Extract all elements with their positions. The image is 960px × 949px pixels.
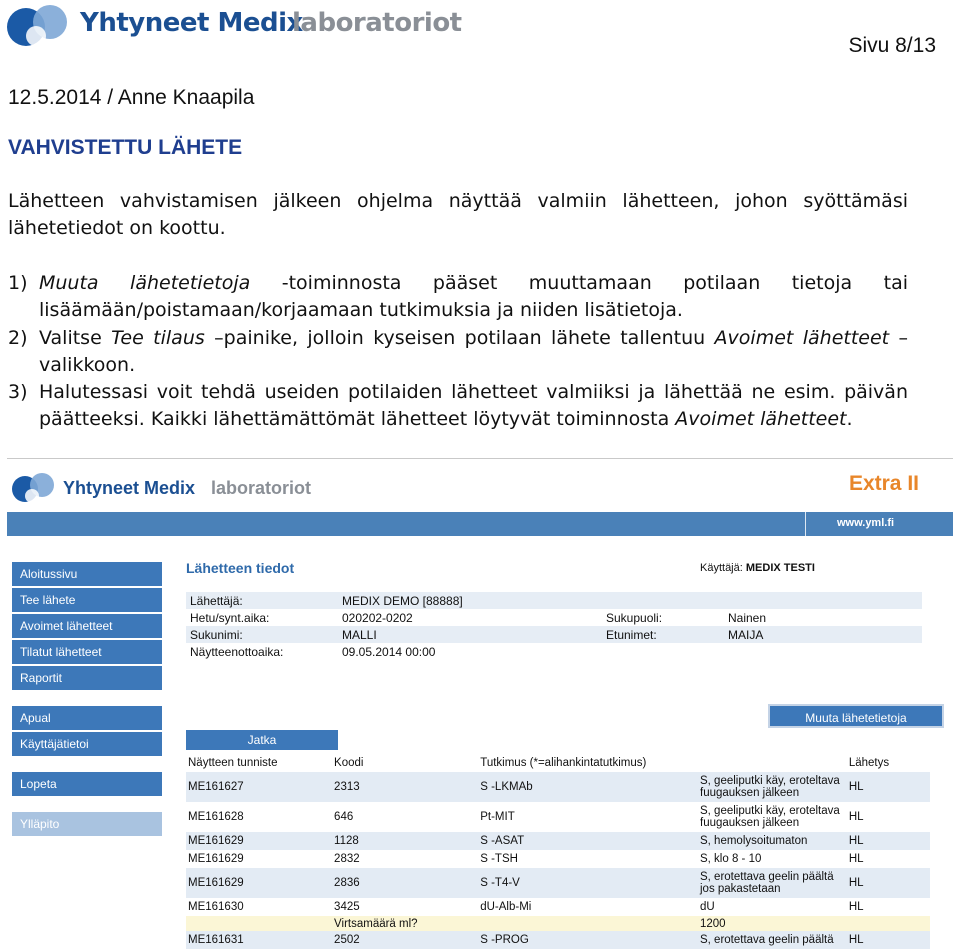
cell: 3425	[334, 901, 360, 913]
menu-item-yllapito[interactable]: Ylläpito	[12, 812, 162, 836]
page-number: Sivu 8/13	[848, 34, 936, 57]
surname-label: Sukunimi:	[186, 626, 338, 643]
cell: S, erotettava geelin päältä jos pakastetaan	[698, 868, 847, 898]
cell: S, geeliputki käy, eroteltava fuugauksen jälkeen	[698, 772, 847, 802]
step-text: .	[846, 408, 853, 430]
cell: 2832	[334, 853, 360, 865]
cell: HL	[847, 772, 930, 802]
app-logo	[11, 468, 311, 514]
list-number: 2)	[8, 327, 28, 349]
user-info	[700, 562, 815, 574]
list-number: 1)	[8, 272, 28, 294]
menu-item-aloitussivu[interactable]: Aloitussivu	[12, 562, 162, 586]
cell: 1200	[698, 916, 847, 931]
cell: S, erotettava geelin päältä	[698, 931, 847, 949]
column-header: Koodi	[332, 754, 478, 772]
patient-info-table	[186, 592, 922, 660]
menu-item-avoimet-lahetteet[interactable]: Avoimet lähetteet	[12, 614, 162, 638]
list-number: 3)	[8, 381, 28, 403]
firstname-value: MAIJA	[724, 626, 922, 643]
cell: ME161629	[188, 853, 244, 865]
cell: S, geeliputki käy, eroteltava fuugauksen jälkeen	[700, 805, 840, 829]
date-author: 12.5.2014 / Anne Knaapila	[8, 86, 255, 109]
cell: HL	[847, 832, 930, 850]
logo-secondary-text: laboratoriot	[292, 8, 462, 38]
cell: ME161629	[186, 832, 332, 850]
cell: HL	[848, 853, 864, 865]
app-logo-primary: Yhtyneet Medix	[63, 478, 196, 498]
cell: dU-Alb-Mi	[480, 901, 532, 913]
table-row	[186, 850, 930, 868]
medix-logo-icon	[11, 470, 57, 508]
user-label: Käyttäjä:	[700, 562, 743, 574]
step-text: –painike, jolloin kyseisen potilaan lähete tallentuu	[204, 327, 715, 349]
menu-item-lopeta[interactable]: Lopeta	[12, 772, 162, 796]
document-logo	[6, 2, 462, 52]
medix-logo-icon	[6, 2, 72, 52]
cell: ME161631	[186, 931, 332, 949]
cell	[186, 916, 332, 931]
column-header	[698, 754, 847, 772]
panel-title: Lähetteen tiedot	[186, 560, 295, 576]
hetu-value: 020202-0202	[342, 610, 413, 625]
cell: 1128	[332, 832, 478, 850]
step-text: Valitse	[39, 327, 112, 349]
cell: Virtsamäärä ml?	[332, 916, 478, 931]
cell: S -PROG	[478, 931, 698, 949]
cell: 646	[334, 811, 354, 823]
cell: S -LKMAb	[478, 772, 698, 802]
cell: ME161627	[186, 772, 332, 802]
cell	[847, 916, 930, 931]
column-header: Tutkimus (*=alihankintatutkimus)	[478, 754, 698, 772]
table-row	[186, 898, 930, 916]
app-screenshot	[7, 458, 953, 946]
cell: Pt-MIT	[480, 811, 515, 823]
emphasis-text: Avoimet lähetteet	[675, 408, 847, 430]
menu-item-tee-lahete[interactable]: Tee lähete	[12, 588, 162, 612]
table-row	[186, 802, 930, 832]
cell: S, klo 8 - 10	[700, 853, 762, 865]
cell: ME161628	[188, 811, 244, 823]
table-row	[186, 772, 930, 802]
cell: 2836	[332, 868, 478, 898]
sender-label: Lähettäjä:	[186, 592, 338, 609]
sampletime-value: 09.05.2014 00:00	[342, 644, 436, 659]
firstname-label: Etunimet:	[602, 626, 724, 643]
cell: dU	[700, 901, 715, 913]
cell: HL	[847, 868, 930, 898]
list-item	[8, 325, 908, 379]
cell: HL	[848, 811, 864, 823]
sex-value: Nainen	[728, 610, 767, 625]
table-row	[186, 832, 930, 850]
tests-table	[186, 754, 930, 949]
section-title: VAHVISTETTU LÄHETE	[8, 136, 243, 159]
surname-value: MALLI	[338, 626, 602, 643]
column-header: Näytteen tunniste	[186, 754, 332, 772]
hetu-label: Hetu/synt.aika:	[190, 610, 270, 625]
list-item	[8, 379, 908, 433]
cell: 2313	[332, 772, 478, 802]
cell: S -TSH	[480, 853, 518, 865]
user-name: MEDIX TESTI	[745, 562, 815, 574]
product-name: Extra II	[848, 472, 919, 495]
emphasis-text: Muuta lähetetietoja	[39, 272, 251, 294]
cell: 2502	[332, 931, 478, 949]
site-link[interactable]: www.yml.fi	[837, 517, 895, 529]
emphasis-text: Avoimet lähetteet	[714, 327, 890, 349]
sex-label: Sukupuoli:	[606, 610, 663, 625]
table-row	[186, 868, 930, 898]
side-menu	[12, 562, 162, 838]
cell: S, hemolysoitumaton	[698, 832, 847, 850]
cell: HL	[848, 901, 864, 913]
app-logo-secondary: laboratoriot	[211, 478, 312, 498]
divider	[7, 458, 953, 459]
instruction-list	[8, 270, 908, 433]
list-item	[8, 270, 908, 324]
cell: ME161629	[186, 868, 332, 898]
continue-button[interactable]: Jatka	[186, 730, 338, 750]
app-top-bar	[7, 512, 953, 536]
column-header: Lähetys	[847, 754, 930, 772]
sender-value: MEDIX DEMO [88888]	[338, 592, 922, 609]
logo-primary-text: Yhtyneet Medix	[80, 8, 303, 38]
table-row	[186, 916, 930, 931]
emphasis-text: Tee tilaus	[111, 327, 205, 349]
menu-item-apua[interactable]: Apual	[12, 706, 162, 730]
step-text: -toiminnosta pääset muuttamaan potilaan tietoja tai lisäämään/poistamaan/korjaamaan tutkimuksia ja niiden lisätietoja.	[39, 272, 908, 321]
divider	[805, 512, 806, 536]
table-row	[186, 931, 930, 949]
cell: S -T4-V	[478, 868, 698, 898]
menu-item-tilatut-lahetteet[interactable]: Tilatut lähetteet	[12, 640, 162, 664]
edit-referral-button[interactable]: Muuta lähetetietoja	[768, 704, 944, 728]
step-text: Halutessasi voit tehdä useiden potilaiden lähetteet valmiiksi ja lähettää ne esim. päivän päätteeksi. Kaikki lähettämättömät lähetteet löytyvät toiminnosta	[39, 381, 908, 430]
step-text: –valikkoon.	[39, 327, 908, 376]
cell: HL	[847, 931, 930, 949]
intro-paragraph: Lähetteen vahvistamisen jälkeen ohjelma näyttää valmiin lähetteen, johon syöttämäsi lähetetiedot on koottu.	[8, 190, 908, 239]
menu-item-raportit[interactable]: Raportit	[12, 666, 162, 690]
menu-item-kayttajatiedot[interactable]: Käyttäjätietoi	[12, 732, 162, 756]
sampletime-label: Näytteenottoaika:	[190, 644, 284, 659]
cell: S -ASAT	[478, 832, 698, 850]
cell: ME161630	[188, 901, 244, 913]
cell	[478, 916, 698, 931]
table-header-row	[186, 754, 930, 772]
